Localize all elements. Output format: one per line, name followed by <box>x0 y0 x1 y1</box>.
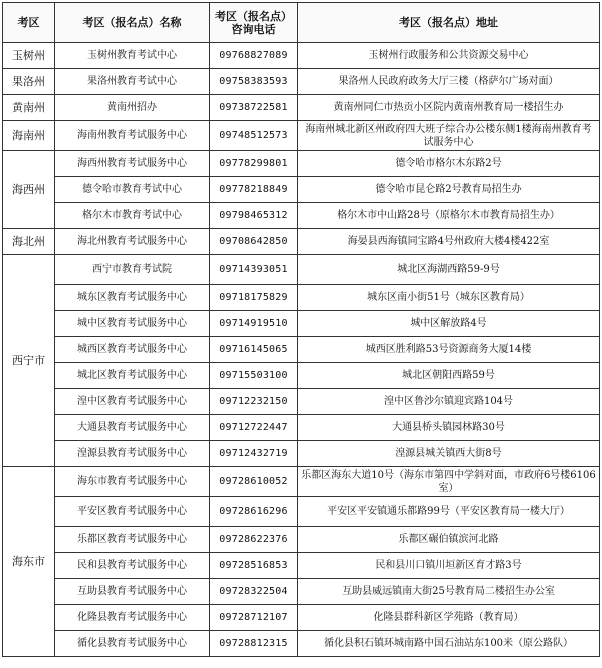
phone-cell: 09712232150 <box>210 389 298 415</box>
table-row <box>3 527 600 553</box>
region-cell: 海东市 <box>3 467 55 657</box>
table-row <box>3 151 600 177</box>
center-name-cell: 海东市教育考试服务中心 <box>55 467 210 497</box>
center-name-cell: 德令哈市教育考试中心 <box>55 177 210 203</box>
address-cell: 民和县川口镇川垣新区育才路3号 <box>298 553 600 579</box>
phone-cell: 09778218849 <box>210 177 298 203</box>
table-row <box>3 605 600 631</box>
center-name-cell: 湟源县教育考试服务中心 <box>55 441 210 467</box>
phone-cell: 09718175829 <box>210 285 298 311</box>
table-row <box>3 255 600 285</box>
table-row <box>3 553 600 579</box>
phone-cell: 09728322504 <box>210 579 298 605</box>
table-row <box>3 497 600 527</box>
address-cell: 德令哈市格尔木东路2号 <box>298 151 600 177</box>
address-cell: 玉树州行政服务和公共资源交易中心 <box>298 43 600 69</box>
address-cell: 乐都区碾伯镇滨河北路 <box>298 527 600 553</box>
center-name-cell: 格尔木市教育考试中心 <box>55 203 210 229</box>
phone-cell: 09728610052 <box>210 467 298 497</box>
phone-cell: 09708642850 <box>210 229 298 255</box>
phone-cell: 09712722447 <box>210 415 298 441</box>
center-name-cell: 平安区教育考试服务中心 <box>55 497 210 527</box>
center-name-cell: 城西区教育考试服务中心 <box>55 337 210 363</box>
address-cell: 海晏县西海镇同宝路4号州政府大楼4楼422室 <box>298 229 600 255</box>
phone-cell: 09728812315 <box>210 631 298 657</box>
center-name-cell: 城北区教育考试服务中心 <box>55 363 210 389</box>
phone-cell: 09768827089 <box>210 43 298 69</box>
center-name-cell: 海北州教育考试服务中心 <box>55 229 210 255</box>
phone-cell: 09748512573 <box>210 121 298 151</box>
phone-cell: 09758383593 <box>210 69 298 95</box>
address-cell: 循化县积石镇环城南路中国石油站东100米（原公路队） <box>298 631 600 657</box>
address-cell: 城北区海湖西路59-9号 <box>298 255 600 285</box>
table-header-row <box>3 3 600 43</box>
address-cell: 化隆县群科新区学苑路（教育局） <box>298 605 600 631</box>
header-phone: 考区（报名点）咨询电话 <box>210 3 298 43</box>
table-row <box>3 177 600 203</box>
contact-table-wrapper <box>2 2 599 657</box>
center-name-cell: 黄南州招办 <box>55 95 210 121</box>
center-name-cell: 化隆县教育考试服务中心 <box>55 605 210 631</box>
table-row <box>3 43 600 69</box>
region-cell: 海南州 <box>3 121 55 151</box>
address-cell: 格尔木市中山路28号（原格尔木市教育局招生办） <box>298 203 600 229</box>
center-name-cell: 果洛州教育考试中心 <box>55 69 210 95</box>
header-region: 考区 <box>3 3 55 43</box>
header-address: 考区（报名点）地址 <box>298 3 600 43</box>
table-row <box>3 441 600 467</box>
table-row <box>3 415 600 441</box>
phone-cell: 09778299801 <box>210 151 298 177</box>
address-cell: 城东区南小街51号（城东区教育局） <box>298 285 600 311</box>
table-row <box>3 631 600 657</box>
center-name-cell: 民和县教育考试服务中心 <box>55 553 210 579</box>
address-cell: 湟源县城关镇西大街8号 <box>298 441 600 467</box>
center-name-cell: 湟中区教育考试服务中心 <box>55 389 210 415</box>
phone-cell: 09714919510 <box>210 311 298 337</box>
phone-cell: 09712432719 <box>210 441 298 467</box>
address-cell: 大通县桥头镇园林路30号 <box>298 415 600 441</box>
center-name-cell: 玉树州教育考试中心 <box>55 43 210 69</box>
phone-cell: 09728712107 <box>210 605 298 631</box>
table-row <box>3 229 600 255</box>
phone-cell: 09738722581 <box>210 95 298 121</box>
address-cell: 平安区平安镇通乐都路99号（平安区教育局一楼大厅） <box>298 497 600 527</box>
center-name-cell: 循化县教育考试服务中心 <box>55 631 210 657</box>
address-cell: 黄南州同仁市热贡小区院内黄南州教育局一楼招生办 <box>298 95 600 121</box>
region-cell: 玉树州 <box>3 43 55 69</box>
phone-cell: 09728516853 <box>210 553 298 579</box>
table-row <box>3 95 600 121</box>
table-row <box>3 203 600 229</box>
center-name-cell: 大通县教育考试服务中心 <box>55 415 210 441</box>
address-cell: 城西区胜利路53号资源商务大厦14楼 <box>298 337 600 363</box>
address-cell: 乐都区海东大道10号（海东市第四中学斜对面，市政府6号楼6106室） <box>298 467 600 497</box>
table-row <box>3 467 600 497</box>
address-cell: 海南州城北新区州政府四大班子综合办公楼东侧1楼海南州教育考试服务中心 <box>298 121 600 151</box>
table-row <box>3 311 600 337</box>
exam-centers-table <box>2 2 600 657</box>
header-name: 考区（报名点）名称 <box>55 3 210 43</box>
phone-cell: 09715503100 <box>210 363 298 389</box>
table-row <box>3 285 600 311</box>
region-cell: 黄南州 <box>3 95 55 121</box>
phone-cell: 09728622376 <box>210 527 298 553</box>
table-row <box>3 337 600 363</box>
address-cell: 果洛州人民政府政务大厅三楼（格萨尔广场对面） <box>298 69 600 95</box>
center-name-cell: 海南州教育考试服务中心 <box>55 121 210 151</box>
center-name-cell: 西宁市教育考试院 <box>55 255 210 285</box>
address-cell: 湟中区鲁沙尔镇迎宾路104号 <box>298 389 600 415</box>
region-cell: 海西州 <box>3 151 55 229</box>
center-name-cell: 海西州教育考试服务中心 <box>55 151 210 177</box>
center-name-cell: 城东区教育考试服务中心 <box>55 285 210 311</box>
table-row <box>3 363 600 389</box>
table-row <box>3 579 600 605</box>
table-body <box>3 43 600 657</box>
region-cell: 果洛州 <box>3 69 55 95</box>
address-cell: 城北区朝阳西路59号 <box>298 363 600 389</box>
region-cell: 西宁市 <box>3 255 55 467</box>
center-name-cell: 互助县教育考试服务中心 <box>55 579 210 605</box>
phone-cell: 09716145065 <box>210 337 298 363</box>
center-name-cell: 城中区教育考试服务中心 <box>55 311 210 337</box>
address-cell: 城中区解放路4号 <box>298 311 600 337</box>
address-cell: 德令哈市昆仑路2号教育局招生办 <box>298 177 600 203</box>
region-cell: 海北州 <box>3 229 55 255</box>
phone-cell: 09714393051 <box>210 255 298 285</box>
phone-cell: 09728616296 <box>210 497 298 527</box>
phone-cell: 09798465312 <box>210 203 298 229</box>
table-row <box>3 69 600 95</box>
center-name-cell: 乐都区教育考试服务中心 <box>55 527 210 553</box>
table-row <box>3 389 600 415</box>
table-row <box>3 121 600 151</box>
address-cell: 互助县威远镇南大街25号教育局二楼招生办公室 <box>298 579 600 605</box>
